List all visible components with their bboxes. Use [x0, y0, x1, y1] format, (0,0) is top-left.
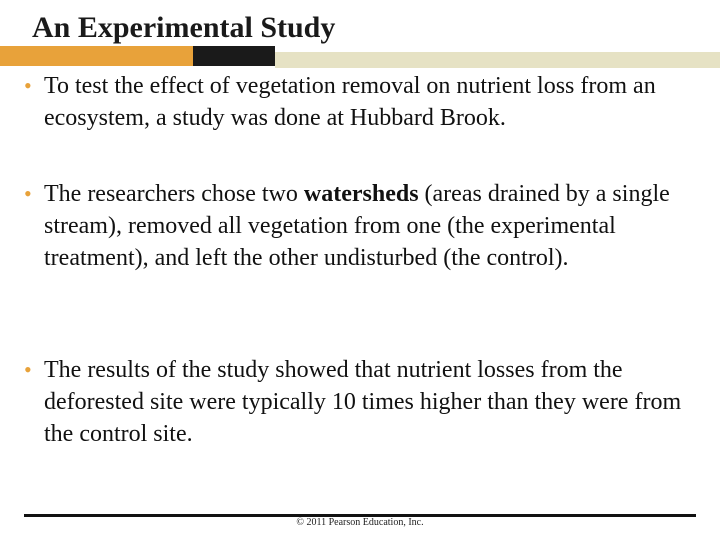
bullet-item [24, 70, 704, 134]
footer-copyright: © 2011 Pearson Education, Inc. [296, 517, 424, 528]
bullet-text-before: The researchers chose two [44, 181, 304, 207]
bullet-bold-term: watersheds [303, 181, 419, 207]
bullet-dot-icon: • [24, 357, 32, 382]
bullet-text: To test the effect of vegetation removal on nutrient loss from an ecosystem, a study was done at Hubbard Brook. [44, 73, 656, 131]
bullet-item [24, 178, 704, 274]
bullet-item [24, 354, 704, 450]
title-accent-bar-dark [193, 46, 275, 66]
bullet-dot-icon: • [24, 73, 32, 98]
slide-title: An Experimental Study [32, 11, 336, 44]
bullet-text-after: (areas drained by a single stream), removed all vegetation from one (the experimental treatment), and left the other undisturbed (the control). [44, 181, 670, 271]
title-accent-bar-tan [275, 52, 720, 68]
title-accent-bar-orange [0, 46, 193, 66]
bullet-dot-icon: • [24, 181, 32, 206]
bullet-text: The results of the study showed that nutrient losses from the deforested site were typically 10 times higher than they were from the control site. [44, 357, 682, 447]
